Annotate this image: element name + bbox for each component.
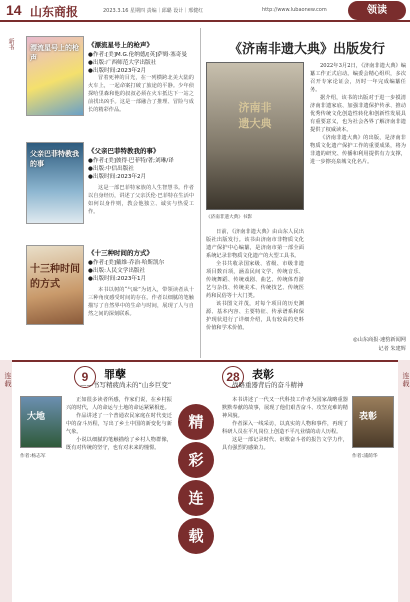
article-column-top	[310, 62, 406, 222]
site-url[interactable]: http://www.lubaonew.com	[262, 7, 327, 13]
book-title: 《漂流星号上的枪声》	[88, 41, 153, 49]
review-text-2	[222, 396, 348, 596]
issue-meta: 2023.3.16 星期四 责编｜邱璐 设计｜邢健红	[103, 8, 204, 14]
review-cover-1	[20, 396, 62, 448]
article-paragraph: 全书共收录国家级、省级、市级非遗项目数百项，涵盖民间文学、传统音乐、传统舞蹈、传统戏剧、曲艺、传统体育游艺与杂技、传统美术、传统技艺、传统医药和民俗等十大门类。	[206, 261, 304, 299]
book-blurb-1: 冒着死神的目光，在一列横跨北美大陆的火车上，一起命案打破了旅途的平静。少年侦探哈里森和他的叔叔必须在火车抵达下一站之前找出凶手。这是一部融合了推理、冒险与成长的精彩作品。	[88, 75, 194, 113]
seal-1: 精	[178, 404, 214, 440]
newspaper-name: 山东商报	[30, 5, 79, 19]
article-paragraph: 2022年3月2日，《济南非遗大典》编纂工作正式启动。编委会精心组织，多次召开专家论证会，历时一年完成编纂任务。	[310, 63, 406, 93]
right-stripe	[398, 360, 410, 602]
review-cover-caption-1: 作者:杨志军	[20, 454, 46, 459]
book-blurb-3: 本书以树的“气味”为切入，带领读者从十三种角度感受时间的存在。作者以细腻的笔触描写了自然界中的生命与时间，展现了人与自然之间的深刻联系。	[88, 287, 194, 317]
article-paragraph: 据介绍，该书的出版对于进一步摸清济南非遗家底、加强非遗保护传承、推动优秀传统文化创造性转化和创新性发展具有重要意义，也为社会各界了解济南非遗提供了权威读本。	[310, 95, 406, 133]
seal-4: 载	[178, 518, 214, 554]
left-stripe	[0, 360, 12, 602]
book-publisher: ●出版:中信出版社	[88, 166, 134, 172]
cover-title: 表彰	[359, 412, 378, 422]
article-column-left	[206, 228, 304, 354]
review-cover-2	[352, 396, 394, 448]
book-date: ●出版时间:2023年2月	[88, 174, 147, 180]
review-title-1: 罪孽	[104, 368, 126, 381]
article-paragraph: 《济南非遗大典》的出版，是济南非物质文化遗产保护工作的重要成果，将为非遗的研究、传播和利用提供有力支撑，进一步擦亮泉城文化名片。	[310, 135, 406, 165]
book-title: 《父亲巴菲特教我的事》	[88, 147, 160, 155]
review-paragraph: 作品讲述了一个普通农民家庭在时代变迁中的奋斗历程，写出了乡土中国的新变化与新气象。	[66, 413, 172, 435]
section-divider	[0, 360, 410, 362]
book-entry-2	[88, 146, 192, 181]
review-number-1: 9	[74, 366, 96, 388]
book-date: ●出版时间:2023年1月	[88, 276, 147, 282]
book-entry-1	[88, 40, 192, 75]
photo-title: 济南非遗大典	[238, 101, 272, 130]
page-header	[0, 0, 410, 22]
review-subtitle-1: ——书写精疲尚未的“山乡巨变”	[80, 381, 172, 389]
book-author: ●作者:[美]戴维·乔治·哈斯凯尔	[88, 260, 165, 266]
book-date: ●出版时间:2023年2月	[88, 68, 147, 74]
book-publisher: ●出版:广西师范大学出版社	[88, 60, 157, 66]
page-number: 14	[6, 2, 22, 18]
cover-title: 十三种时间的方式	[30, 264, 80, 290]
review-paragraph: 正如很多读者所感，作家们说，在乡村振兴的时代，人的命运与土地的命运紧紧相连。	[66, 397, 172, 411]
book-blurb-2: 这是一部巴菲特家族的人生智慧书。作者以自身经历，讲述了父亲沃伦·巴菲特在生活中如何以身作则，教会他独立、诚实与热爱工作。	[88, 185, 194, 215]
book-cover-2	[26, 142, 84, 224]
review-title-2: 表彰	[252, 368, 274, 381]
review-paragraph: 作者深入一线采访，以真实的人物和事件，再现了科研人员在平凡岗位上创造不平凡业绩的动人历程。	[222, 421, 348, 435]
cover-title: 漂流星号上的枪声	[30, 44, 79, 62]
book-author: ●作者:[美]M.G.伦纳德/[英]萨姆·塞奇曼	[88, 52, 187, 58]
photo-caption: 《济南非遗大典》书影	[206, 215, 252, 220]
article-photo	[206, 62, 304, 210]
article-paragraph: 日前，《济南非遗大典》由山东人民出版社出版发行。该书由济南市非物质文化遗产保护中心编纂，是济南市第一部全面系统记录非物质文化遗产的大型工具书。	[206, 229, 304, 259]
review-subtitle-2: 战略重器背后的奋斗精神	[232, 381, 304, 389]
article-paragraph: 该书图文并茂，对每个项目的历史渊源、基本内容、主要特征、传承谱系和保护现状进行了详细介绍，具有较高的史料价值和学术价值。	[206, 301, 304, 331]
article-headline: 《济南非遗大典》出版发行	[228, 42, 385, 57]
article-source: ◎山东商报·速豹新闻网	[353, 337, 406, 343]
book-cover-1	[26, 36, 84, 116]
column-badge: 领读	[348, 1, 406, 20]
cover-title: 父亲巴菲特教我的事	[30, 150, 79, 168]
cover-title: 大地	[27, 412, 46, 422]
review-cover-caption-2: 作者:浦荫华	[352, 454, 378, 459]
review-text-1	[66, 396, 172, 596]
book-author: ●作者:[美]彼得·巴菲特/著;刘琳/译	[88, 158, 174, 164]
serial-tag-right: 连载	[402, 372, 410, 388]
seal-2: 彩	[178, 442, 214, 478]
review-paragraph: 小说以细腻的笔触描绘了乡村人物群像，既有对传统的坚守，也有对未来的憧憬。	[66, 437, 172, 451]
book-cover-3	[26, 245, 84, 325]
review-paragraph: 这是一部记录时代、讴歌奋斗者的报告文学力作，具有强烈的感染力。	[222, 437, 348, 451]
review-number-2: 28	[222, 366, 244, 388]
seal-3: 连	[178, 480, 214, 516]
serial-tag-left: 连载	[4, 372, 12, 388]
new-books-tag: 新书	[7, 38, 14, 50]
review-paragraph: 本书讲述了一代又一代科技工作者为国家战略重器默默奉献的故事，展现了他们艰苦奋斗、攻坚克难的精神风貌。	[222, 397, 348, 419]
book-entry-3	[88, 248, 192, 283]
article-reporter: 记者 朱建辉	[378, 346, 406, 352]
column-divider	[200, 28, 201, 358]
book-publisher: ●出版:人民文学出版社	[88, 268, 146, 274]
book-title: 《十三种时间的方式》	[88, 249, 153, 257]
